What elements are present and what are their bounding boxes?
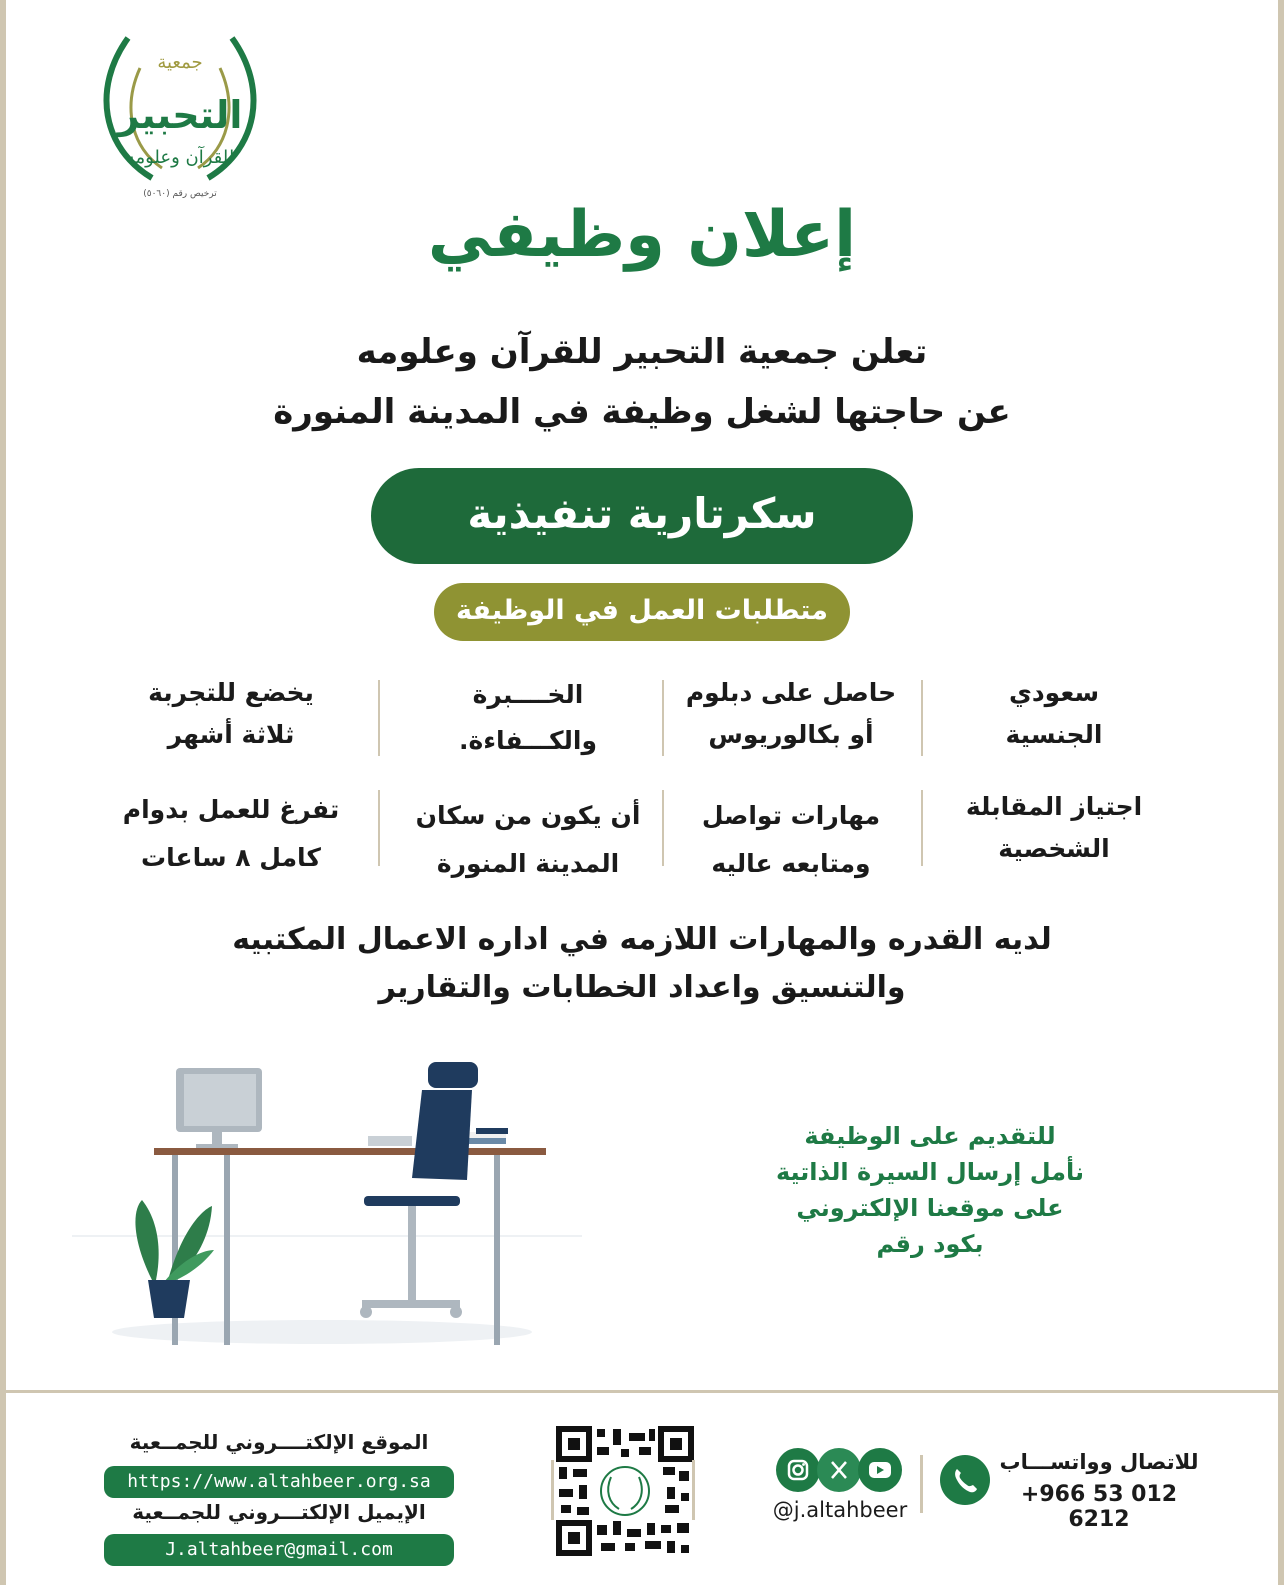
svg-text:للقرآن وعلومه: للقرآن وعلومه [125, 147, 235, 168]
apply-instructions: للتقديم على الوظيفة نأمل إرسال السيرة الذاتية على موقعنا الإلكتروني بكود رقم [775, 1122, 1085, 1258]
phone-icon[interactable] [940, 1455, 990, 1505]
requirement-item: يخضع للتجربة ثلاثة أشهر [148, 678, 314, 749]
qr-divider [692, 1460, 695, 1520]
contact-label: للاتصال وواتســـاب [999, 1450, 1199, 1474]
requirements-heading: متطلبات العمل في الوظيفة [434, 583, 850, 641]
intro-line-1: تعلن جمعية التحبير للقرآن وعلومه [356, 332, 928, 372]
intro-line-2: عن حاجتها لشغل وظيفة في المدينة المنورة [273, 392, 1011, 432]
ability-text: لديه القدره والمهارات اللازمه في اداره الاعمال المكتبيه والتنسيق واعداد الخطابات والتقارير [232, 922, 1052, 1005]
social-handle[interactable]: @j.altahbeer [772, 1498, 908, 1522]
x-twitter-icon[interactable] [817, 1448, 861, 1492]
requirement-item: حاصل على دبلوم أو بكالوريوس [685, 678, 897, 749]
requirement-item: الخــــبرة والكـــفاءة. [458, 680, 598, 755]
job-title-badge: سكرتارية تنفيذية [371, 468, 913, 564]
requirement-item: سعودي الجنسية [1005, 678, 1103, 749]
column-divider [378, 680, 380, 756]
requirement-item: مهارات تواصل ومتابعه عاليه [701, 801, 881, 878]
announcement-title: إعلان وظيفي [427, 198, 857, 272]
column-divider [662, 680, 664, 756]
social-icons [776, 1448, 902, 1492]
requirement-item: تفرغ للعمل بدوام كامل ٨ ساعات [122, 795, 340, 872]
website-link[interactable]: https://www.altahbeer.org.sa [104, 1466, 454, 1498]
intro-text [0, 322, 1284, 442]
svg-text:ترخيص رقم (٥٠٦٠): ترخيص رقم (٥٠٦٠) [143, 189, 217, 199]
svg-text:التحبير: التحبير [117, 93, 243, 137]
qr-code-icon[interactable] [555, 1425, 695, 1557]
instagram-icon[interactable] [776, 1448, 820, 1492]
column-divider [378, 790, 380, 866]
column-divider [921, 790, 923, 866]
youtube-icon[interactable] [858, 1448, 902, 1492]
footer-divider [6, 1390, 1278, 1393]
column-divider [921, 680, 923, 756]
requirement-item: اجتياز المقابلة الشخصية [965, 792, 1143, 863]
column-divider [662, 790, 664, 866]
svg-text:جمعية: جمعية [157, 52, 203, 73]
contact-divider [920, 1455, 923, 1513]
requirements-grid [96, 672, 1196, 892]
email-link[interactable]: J.altahbeer@gmail.com [104, 1534, 454, 1566]
contact-phone-number[interactable]: +966 53 012 6212 [1020, 1482, 1178, 1532]
email-label: الإيميل الإلكتـــروني للجمــعية [132, 1500, 426, 1524]
office-desk-illustration [72, 1060, 592, 1360]
requirement-item: أن يكون من سكان المدينة المنورة [415, 801, 641, 878]
website-label: الموقع الإلكتــــروني للجمــعية [129, 1430, 429, 1454]
qr-divider [551, 1460, 554, 1520]
association-logo [92, 28, 268, 206]
